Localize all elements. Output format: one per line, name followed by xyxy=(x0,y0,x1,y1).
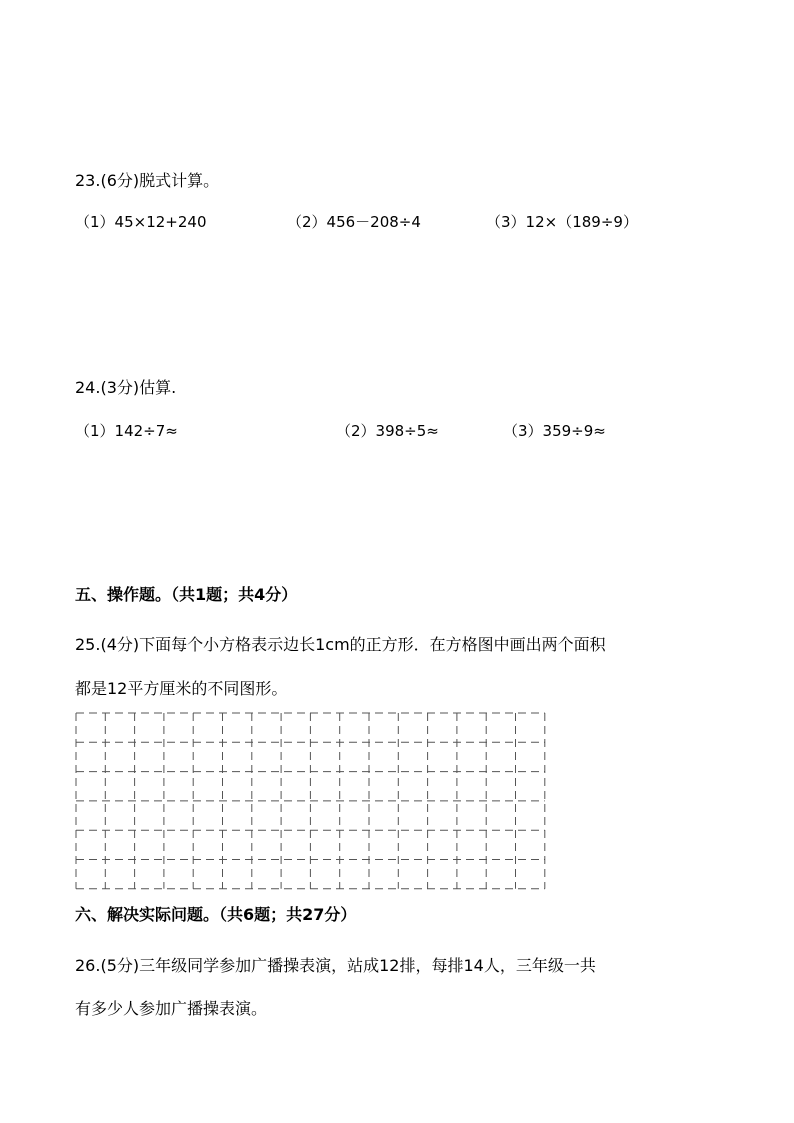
question-23-title: 23.(6分)脱式计算。 xyxy=(75,171,220,190)
question-24-item-1: （1）142÷7≈ xyxy=(75,422,178,440)
question-23-item-2: （2）456－208÷4 xyxy=(287,213,421,231)
question-26-line-2: 有多少人参加广播操表演。 xyxy=(75,999,268,1018)
question-23-item-1: （1）45×12+240 xyxy=(75,213,207,231)
question-25-line-2: 都是12平方厘米的不同图形。 xyxy=(75,679,288,698)
question-24-item-3: （3）359÷9≈ xyxy=(503,422,606,440)
question-26-line-1: 26.(5分)三年级同学参加广播操表演，站成12排，每排14人，三年级一共 xyxy=(75,956,596,975)
question-24-title: 24.(3分)估算. xyxy=(75,378,177,397)
section-5-heading: 五、操作题。（共1题；共4分） xyxy=(75,585,298,604)
section-6-heading: 六、解决实际问题。（共6题；共27分） xyxy=(75,905,357,924)
question-24-item-2: （2）398÷5≈ xyxy=(336,422,439,440)
question-25-line-1: 25.(4分)下面每个小方格表示边长1cm的正方形．在方格图中画出两个面积 xyxy=(75,635,606,654)
question-23-item-3: （3）12×（189÷9） xyxy=(486,213,638,231)
square-grid xyxy=(75,712,549,890)
